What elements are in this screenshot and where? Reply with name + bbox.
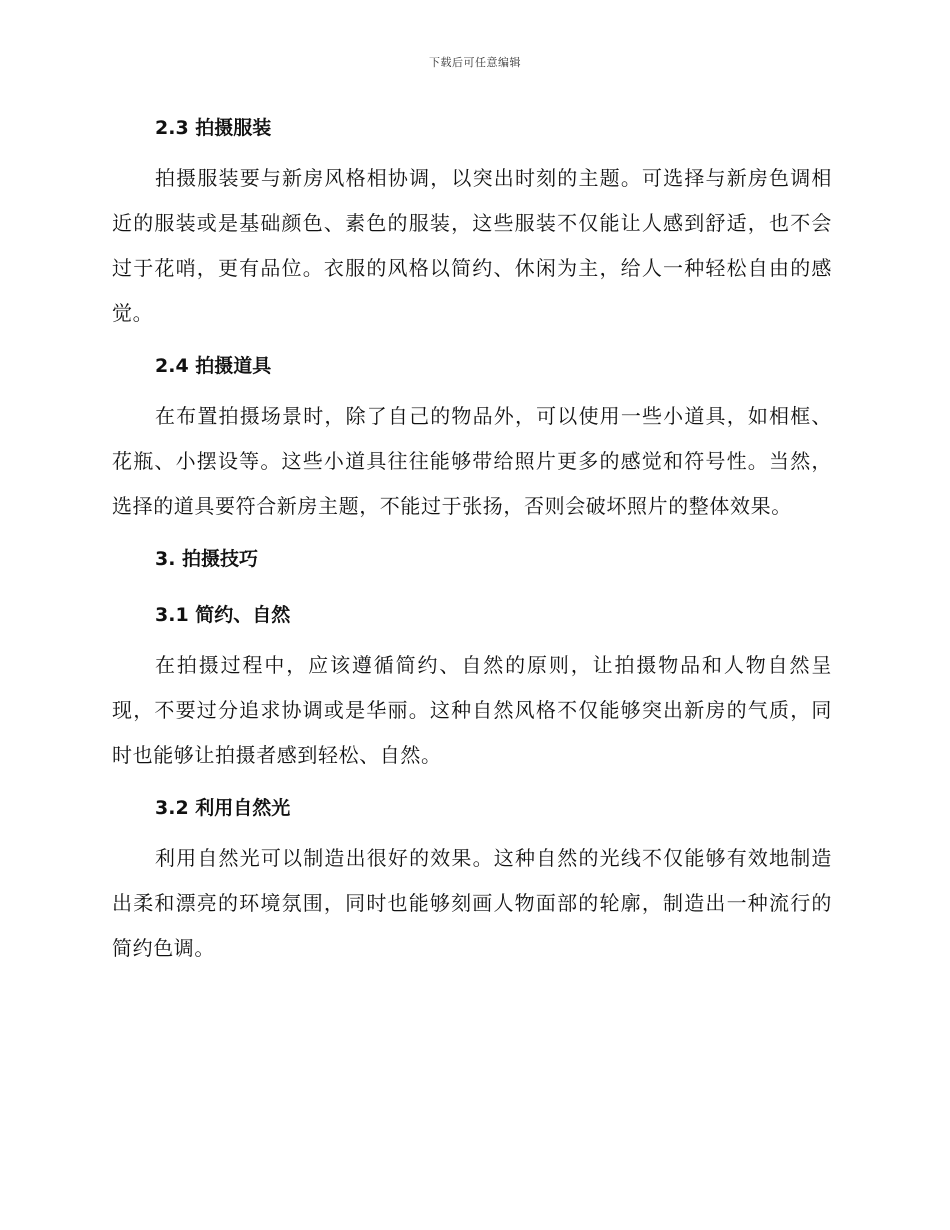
page-header-watermark: 下载后可任意编辑	[429, 56, 521, 69]
section-heading-3-1: 3.1 简约、自然	[155, 604, 291, 626]
section-heading-2-4: 2.4 拍摄道具	[155, 355, 272, 377]
section-heading-2-3: 2.3 拍摄服装	[155, 117, 272, 139]
section-paragraph-2-3: 拍摄服装要与新房风格相协调，以突出时刻的主题。可选择与新房色调相近的服装或是基础颜色、素色的服装，这些服装不仅能让人感到舒适，也不会过于花哨，更有品位。衣服的风格以简约、休闲为主，给人一种轻松自由的感觉。	[112, 166, 832, 325]
section-heading-3-2: 3.2 利用自然光	[155, 797, 291, 819]
section-paragraph-3-2: 利用自然光可以制造出很好的效果。这种自然的光线不仅能够有效地制造出柔和漂亮的环境氛围，同时也能够刻画人物面部的轮廓，制造出一种流行的简约色调。	[112, 846, 832, 960]
section-paragraph-2-4: 在布置拍摄场景时，除了自己的物品外，可以使用一些小道具，如相框、花瓶、小摆设等。这些小道具往往能够带给照片更多的感觉和符号性。当然，选择的道具要符合新房主题，不能过于张扬，否则会破坏照片的整体效果。	[112, 404, 832, 518]
document-body	[112, 110, 832, 971]
section-paragraph-3-1: 在拍摄过程中，应该遵循简约、自然的原则，让拍摄物品和人物自然呈现，不要过分追求协调或是华丽。这种自然风格不仅能够突出新房的气质，同时也能够让拍摄者感到轻松、自然。	[112, 653, 832, 767]
section-heading-3: 3. 拍摄技巧	[155, 548, 259, 570]
